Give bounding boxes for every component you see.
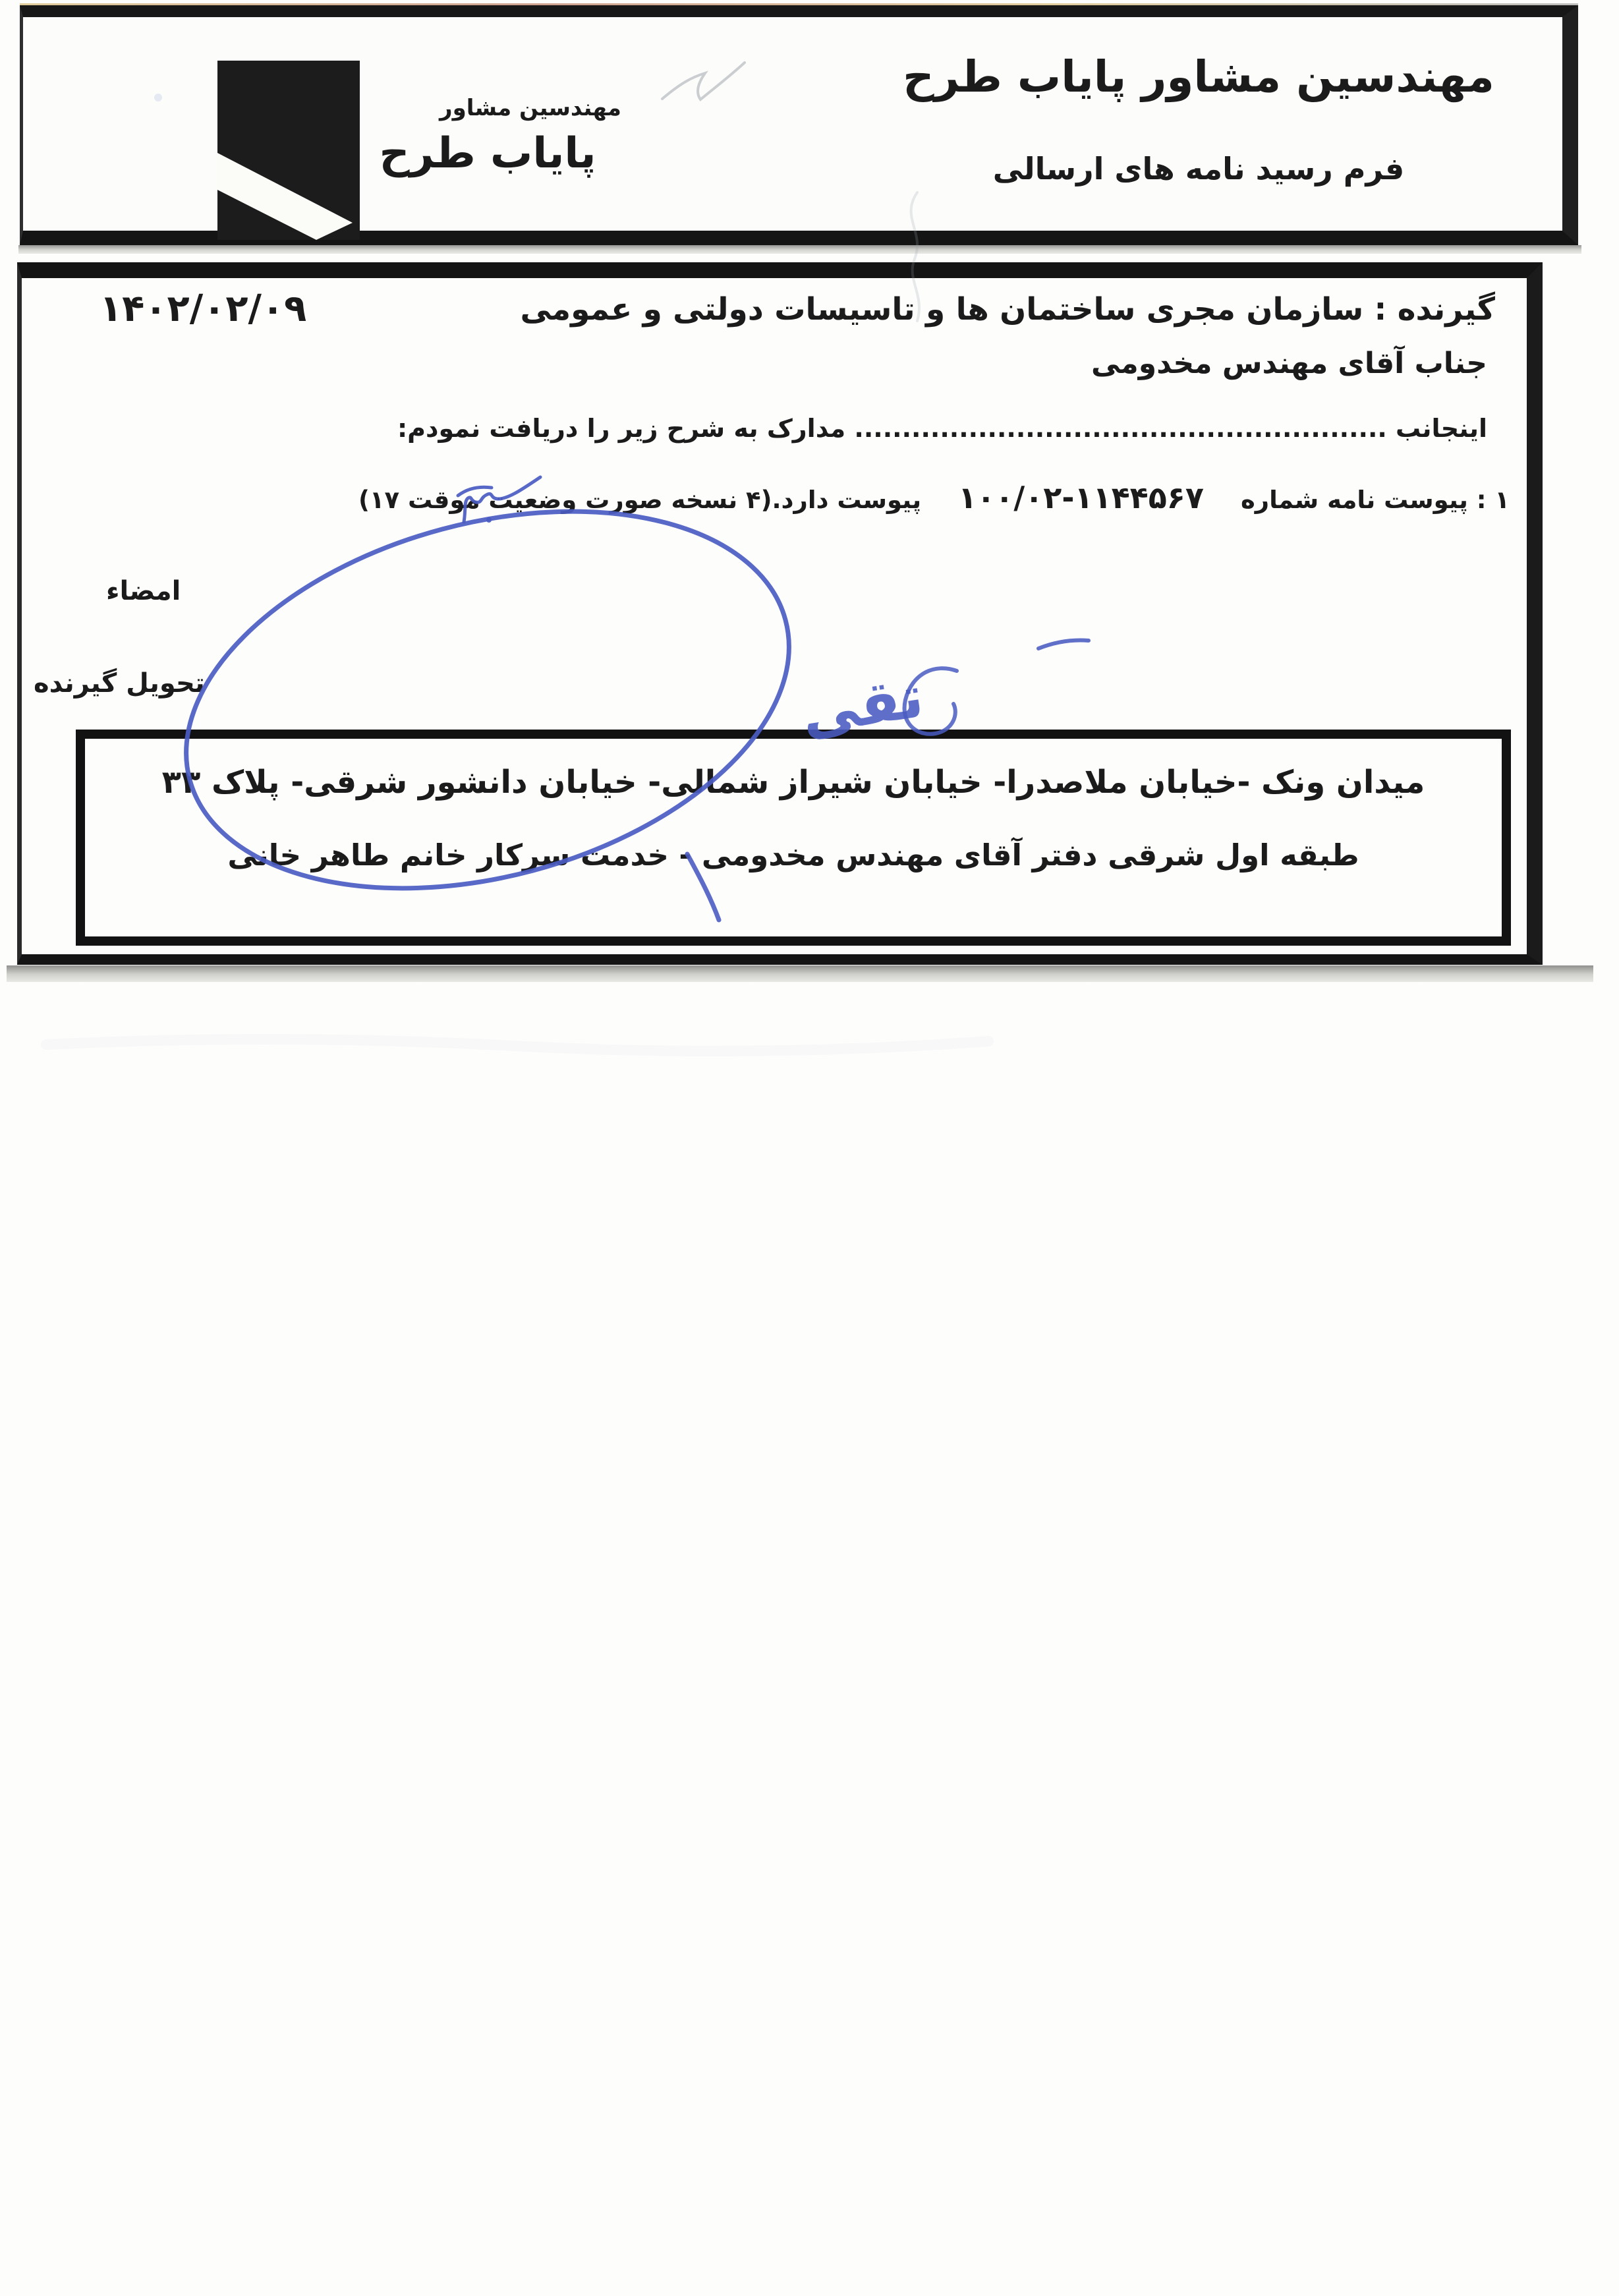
header-box xyxy=(20,5,1578,245)
handwriting-text: تقی xyxy=(796,662,928,749)
form-title: فرم رسید نامه های ارسالی xyxy=(992,151,1405,187)
attachment-item-label: ۱ : پیوست نامه شماره xyxy=(1240,486,1510,514)
letter-number: ۱۰۰/۰۲-۱۱۴۴۵۶۷ xyxy=(958,480,1204,515)
attachment-line xyxy=(358,480,1510,515)
fill-in-dots: ........................................................ xyxy=(854,414,1387,443)
received-suffix: مدارک به شرح زیر را دریافت نمودم: xyxy=(397,414,855,443)
address-line-1: میدان ونک -خیابان ملاصدرا- خیابان شیراز شمالی- خیابان دانشور شرقی- پلاک ۳۳ xyxy=(161,764,1425,801)
address-line-2: طبقه اول شرقی دفتر آقای مهندس مخدومی - خدمت سرکار خانم طاهر خانی xyxy=(227,838,1359,873)
received-statement xyxy=(397,414,1487,443)
attachment-note: پیوست دارد.(۴ نسخه صورت وضعیت موقت ۱۷) xyxy=(358,486,922,514)
form-body-box xyxy=(17,262,1543,965)
scan-shadow-band-top xyxy=(18,245,1581,254)
logo-text-small: مهندسین مشاور xyxy=(440,95,621,121)
company-logo-mark xyxy=(217,61,360,240)
recipient-line: گیرنده : سازمان مجری ساختمان ها و تاسیسات دولتی و عمومی xyxy=(520,291,1495,328)
addressee-line: جناب آقای مهندس مخدومی xyxy=(1091,347,1487,380)
address-box xyxy=(76,730,1511,946)
header-titles xyxy=(903,51,1494,187)
company-logo xyxy=(217,61,360,240)
received-prefix: اینجانب xyxy=(1386,414,1487,443)
scan-shadow-band-bottom xyxy=(7,965,1593,982)
receiver-label: تحویل گیرنده xyxy=(34,668,205,699)
signature-label: امضاء xyxy=(106,576,181,606)
logo-text-big: پایاب طرح xyxy=(379,129,596,178)
company-title: مهندسین مشاور پایاب طرح xyxy=(903,51,1494,102)
form-date: ۱۴۰۲/۰۲/۰۹ xyxy=(99,287,307,330)
